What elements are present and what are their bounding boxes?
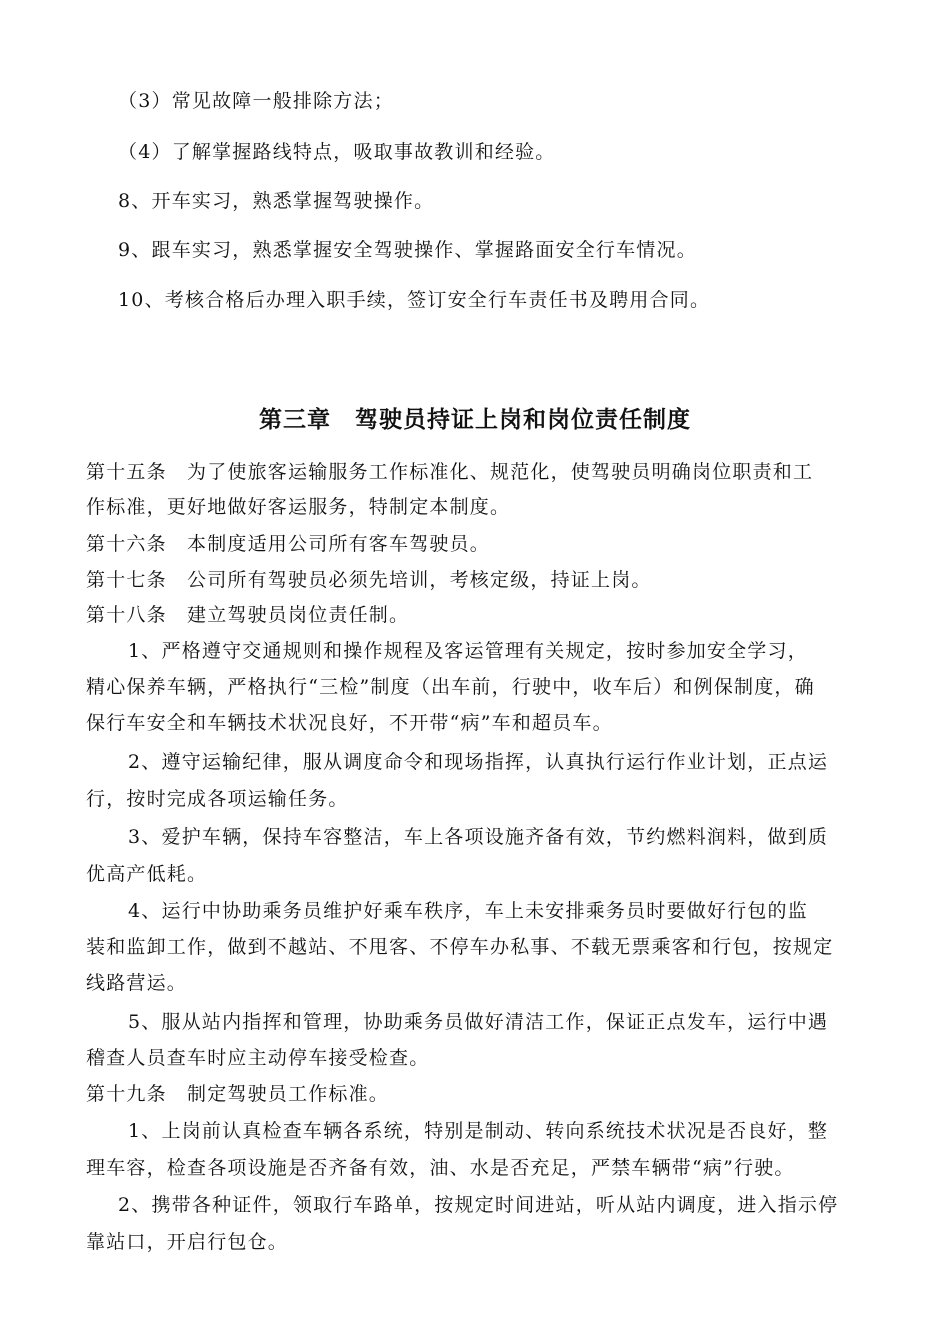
text-line: 靠站口，开启行包仓。: [86, 1231, 289, 1253]
clause-line: 2、遵守运输纪律，服从调度命令和现场指挥，认真执行运行作业计划，正点运: [128, 751, 829, 773]
clause-line: 2、携带各种证件，领取行车路单，按规定时间进站，听从站内调度，进入指示停: [118, 1194, 839, 1216]
clause-line: 3、爱护车辆，保持车容整洁，车上各项设施齐备有效，节约燃料润料，做到质: [128, 826, 829, 848]
clause-line: 1、上岗前认真检查车辆各系统，特别是制动、转向系统技术状况是否良好，整: [128, 1120, 829, 1142]
clause-line: 1、严格遵守交通规则和操作规程及客运管理有关规定，按时参加安全学习，: [128, 640, 808, 662]
text-line: 线路营运。: [86, 972, 188, 994]
article-line: 第十八条 建立驾驶员岗位责任制。: [86, 604, 410, 626]
text-line: 装和监卸工作，做到不越站、不甩客、不停车办私事、不载无票乘客和行包，按规定: [86, 936, 834, 958]
article-line: 第十七条 公司所有驾驶员必须先培训，考核定级，持证上岗。: [86, 569, 652, 591]
list-item: 9、跟车实习，熟悉掌握安全驾驶操作、掌握路面安全行车情况。: [118, 239, 697, 261]
text-line: 作标准，更好地做好客运服务，特制定本制度。: [86, 496, 511, 518]
chapter-title: 第三章 驾驶员持证上岗和岗位责任制度: [259, 407, 691, 433]
text-line: 理车容，检查各项设施是否齐备有效，油、水是否充足，严禁车辆带“病”行驶。: [86, 1157, 795, 1179]
list-item: （3）常见故障一般排除方法；: [118, 90, 394, 112]
clause-line: 5、服从站内指挥和管理，协助乘务员做好清洁工作，保证正点发车，运行中遇: [128, 1011, 829, 1033]
list-item: 10、考核合格后办理入职手续，签订安全行车责任书及聘用合同。: [118, 289, 711, 311]
article-line: 第十九条 制定驾驶员工作标准。: [86, 1083, 390, 1105]
list-item: （4）了解掌握路线特点，吸取事故教训和经验。: [118, 141, 556, 163]
article-line: 第十五条 为了使旅客运输服务工作标准化、规范化，使驾驶员明确岗位职责和工: [86, 461, 814, 483]
clause-line: 4、运行中协助乘务员维护好乘车秩序，车上未安排乘务员时要做好行包的监: [128, 900, 808, 922]
article-line: 第十六条 本制度适用公司所有客车驾驶员。: [86, 533, 491, 555]
text-line: 精心保养车辆，严格执行“三检”制度（出车前，行驶中，收车后）和例保制度，确: [86, 676, 815, 698]
text-line: 行，按时完成各项运输任务。: [86, 788, 349, 810]
text-line: 稽查人员查车时应主动停车接受检查。: [86, 1047, 430, 1069]
list-item: 8、开车实习，熟悉掌握驾驶操作。: [118, 190, 435, 212]
text-line: 优高产低耗。: [86, 863, 208, 885]
text-line: 保行车安全和车辆技术状况良好，不开带“病”车和超员车。: [86, 712, 613, 734]
